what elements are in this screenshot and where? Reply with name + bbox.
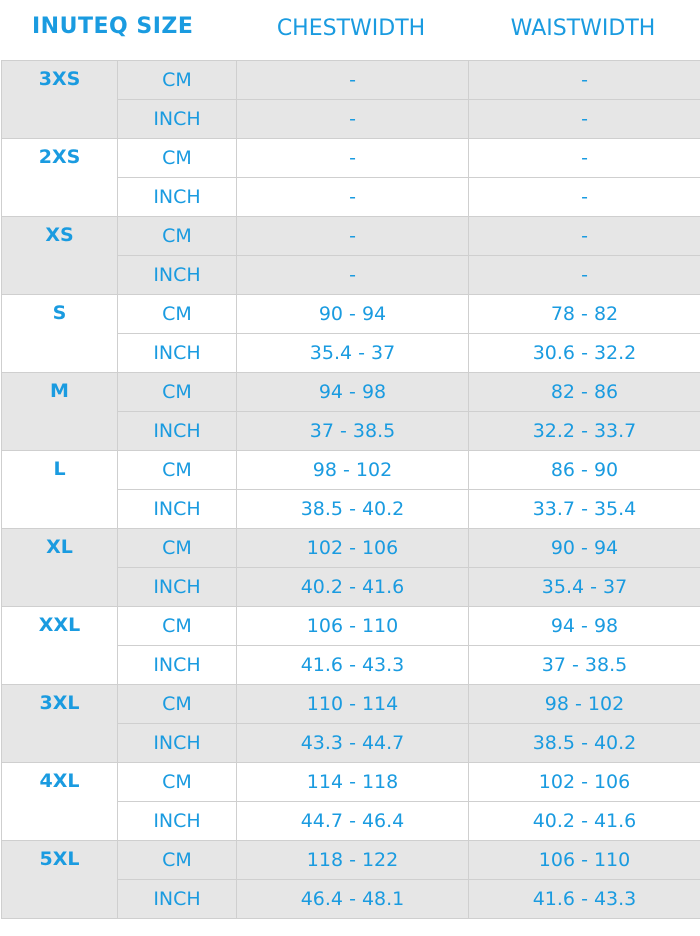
table-row bbox=[2, 61, 700, 100]
chest-value: - bbox=[237, 256, 469, 295]
size-chart-table bbox=[1, 60, 700, 919]
waist-value: 102 - 106 bbox=[469, 763, 700, 802]
chest-value: 90 - 94 bbox=[237, 295, 469, 334]
table-row bbox=[2, 685, 700, 724]
unit-label: INCH bbox=[118, 724, 237, 763]
unit-label: INCH bbox=[118, 412, 237, 451]
waist-value: 35.4 - 37 bbox=[469, 568, 700, 607]
table-row bbox=[2, 451, 700, 490]
unit-label: CM bbox=[118, 61, 237, 100]
chest-value: 114 - 118 bbox=[237, 763, 469, 802]
unit-label: CM bbox=[118, 217, 237, 256]
size-label: XXL bbox=[2, 607, 118, 685]
chest-value: 44.7 - 46.4 bbox=[237, 802, 469, 841]
waist-value: 30.6 - 32.2 bbox=[469, 334, 700, 373]
waist-value: 78 - 82 bbox=[469, 295, 700, 334]
waist-value: 33.7 - 35.4 bbox=[469, 490, 700, 529]
chest-value: - bbox=[237, 139, 469, 178]
chest-value: 35.4 - 37 bbox=[237, 334, 469, 373]
size-label: 5XL bbox=[2, 841, 118, 919]
unit-label: INCH bbox=[118, 100, 237, 139]
table-row bbox=[2, 373, 700, 412]
chest-value: - bbox=[237, 100, 469, 139]
chest-value: - bbox=[237, 61, 469, 100]
unit-label: CM bbox=[118, 607, 237, 646]
table-header bbox=[0, 0, 700, 60]
size-label: L bbox=[2, 451, 118, 529]
size-label: S bbox=[2, 295, 118, 373]
waist-value: - bbox=[469, 100, 700, 139]
table-row bbox=[2, 295, 700, 334]
waist-column-header: WAISTWIDTH bbox=[510, 16, 656, 41]
waist-value: - bbox=[469, 217, 700, 256]
waist-value: - bbox=[469, 139, 700, 178]
waist-value: 82 - 86 bbox=[469, 373, 700, 412]
waist-value: 40.2 - 41.6 bbox=[469, 802, 700, 841]
size-label: 3XL bbox=[2, 685, 118, 763]
waist-value: - bbox=[469, 178, 700, 217]
unit-label: CM bbox=[118, 529, 237, 568]
chest-value: 40.2 - 41.6 bbox=[237, 568, 469, 607]
table-row bbox=[2, 529, 700, 568]
chest-value: 41.6 - 43.3 bbox=[237, 646, 469, 685]
waist-value: 106 - 110 bbox=[469, 841, 700, 880]
waist-value: 86 - 90 bbox=[469, 451, 700, 490]
table-row bbox=[2, 763, 700, 802]
unit-label: INCH bbox=[118, 490, 237, 529]
size-label: 2XS bbox=[2, 139, 118, 217]
chest-value: 118 - 122 bbox=[237, 841, 469, 880]
unit-label: INCH bbox=[118, 178, 237, 217]
unit-label: CM bbox=[118, 451, 237, 490]
unit-label: CM bbox=[118, 373, 237, 412]
unit-label: INCH bbox=[118, 256, 237, 295]
table-row bbox=[2, 217, 700, 256]
chest-value: 46.4 - 48.1 bbox=[237, 880, 469, 919]
table-row bbox=[2, 139, 700, 178]
unit-label: INCH bbox=[118, 880, 237, 919]
chest-value: - bbox=[237, 217, 469, 256]
chest-value: 43.3 - 44.7 bbox=[237, 724, 469, 763]
waist-value: 98 - 102 bbox=[469, 685, 700, 724]
chest-value: 106 - 110 bbox=[237, 607, 469, 646]
unit-label: INCH bbox=[118, 568, 237, 607]
unit-label: CM bbox=[118, 685, 237, 724]
chest-value: 38.5 - 40.2 bbox=[237, 490, 469, 529]
chest-value: 102 - 106 bbox=[237, 529, 469, 568]
size-label: M bbox=[2, 373, 118, 451]
chest-value: - bbox=[237, 178, 469, 217]
chest-value: 94 - 98 bbox=[237, 373, 469, 412]
unit-label: INCH bbox=[118, 802, 237, 841]
waist-value: 94 - 98 bbox=[469, 607, 700, 646]
size-label: XL bbox=[2, 529, 118, 607]
size-column-header: INUTEQ SIZE bbox=[32, 14, 194, 39]
waist-value: 38.5 - 40.2 bbox=[469, 724, 700, 763]
chest-column-header: CHESTWIDTH bbox=[276, 16, 426, 41]
size-label: XS bbox=[2, 217, 118, 295]
size-label: 4XL bbox=[2, 763, 118, 841]
unit-label: INCH bbox=[118, 334, 237, 373]
chest-value: 37 - 38.5 bbox=[237, 412, 469, 451]
unit-label: CM bbox=[118, 295, 237, 334]
waist-value: 32.2 - 33.7 bbox=[469, 412, 700, 451]
chest-value: 98 - 102 bbox=[237, 451, 469, 490]
waist-value: 90 - 94 bbox=[469, 529, 700, 568]
waist-value: 41.6 - 43.3 bbox=[469, 880, 700, 919]
table-row bbox=[2, 841, 700, 880]
unit-label: CM bbox=[118, 139, 237, 178]
size-label: 3XS bbox=[2, 61, 118, 139]
waist-value: - bbox=[469, 61, 700, 100]
waist-value: - bbox=[469, 256, 700, 295]
chest-value: 110 - 114 bbox=[237, 685, 469, 724]
unit-label: CM bbox=[118, 841, 237, 880]
waist-value: 37 - 38.5 bbox=[469, 646, 700, 685]
table-row bbox=[2, 607, 700, 646]
unit-label: INCH bbox=[118, 646, 237, 685]
unit-label: CM bbox=[118, 763, 237, 802]
